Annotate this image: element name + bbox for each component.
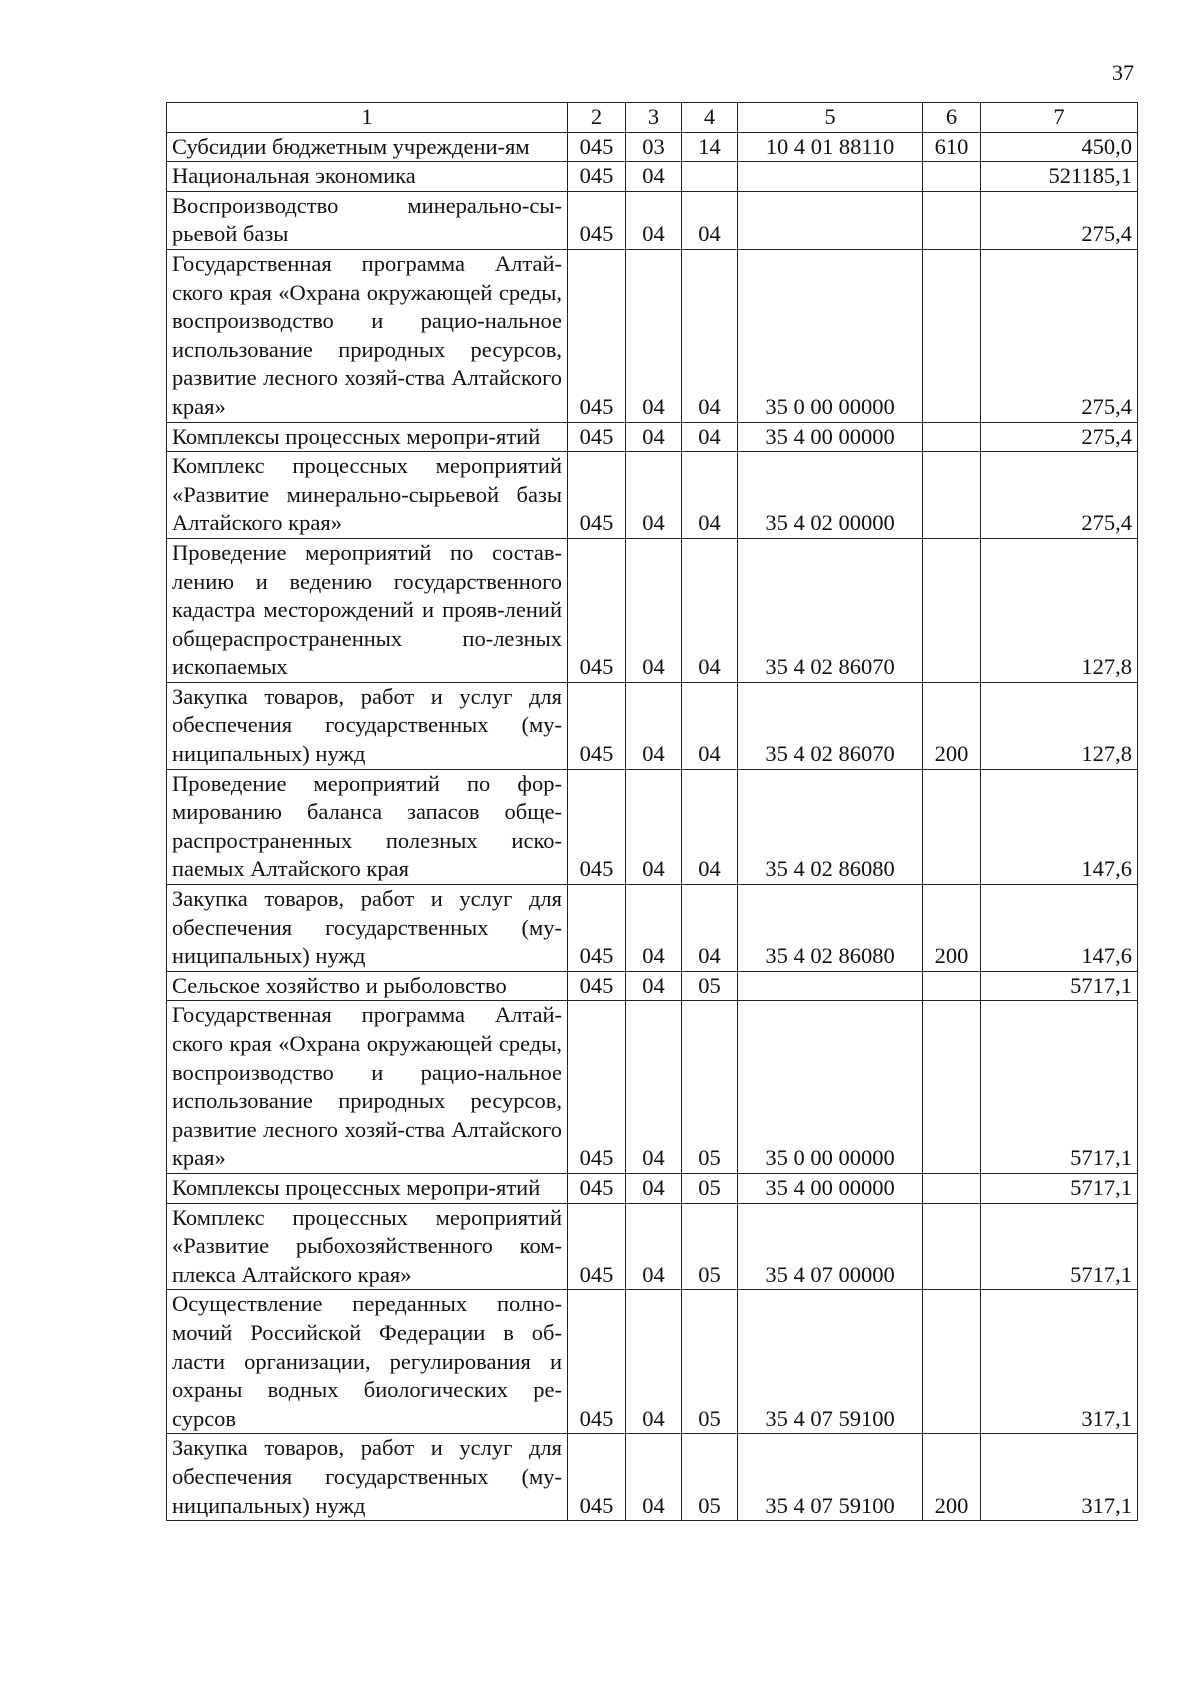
section-code: 03 [626,132,682,162]
line-item-name: Комплекс процессных мероприятий «Развитие рыбохозяйственного ком-плекса Алтайского края» [167,1203,568,1290]
subsection-code: 04 [682,249,738,422]
ministry-code: 045 [568,971,626,1001]
table-row [167,885,1138,972]
target-item-code: 35 0 00 00000 [738,1001,923,1174]
table-row [167,769,1138,884]
section-code: 04 [626,1290,682,1434]
target-item-code: 35 4 02 86070 [738,682,923,769]
subsection-code: 04 [682,422,738,452]
table-row [167,538,1138,682]
line-item-name: Комплексы процессных меропри-ятий [167,422,568,452]
expense-type-code: 200 [923,682,981,769]
section-code: 04 [626,682,682,769]
line-item-name: Закупка товаров, работ и услуг для обеспечения государственных (му-ниципальных) нужд [167,885,568,972]
line-item-name: Государственная программа Алтай-ского края «Охрана окружающей среды, воспроизводство и рацио-нальное использование природных ресурсов, развитие лесного хозяй-ства Алтайского края» [167,249,568,422]
amount-value: 450,0 [981,132,1138,162]
expense-type-code: 200 [923,885,981,972]
subsection-code: 04 [682,885,738,972]
section-code: 04 [626,538,682,682]
section-code: 04 [626,162,682,192]
target-item-code: 35 4 02 86080 [738,769,923,884]
subsection-code: 05 [682,1001,738,1174]
amount-value: 275,4 [981,191,1138,249]
target-item-code: 35 4 07 59100 [738,1434,923,1521]
target-item-code: 35 4 07 59100 [738,1290,923,1434]
amount-value: 275,4 [981,422,1138,452]
line-item-name: Комплексы процессных меропри-ятий [167,1173,568,1203]
expense-type-code [923,538,981,682]
line-item-name: Проведение мероприятий по состав-лению и ведению государственного кадастра месторождений и прояв-лений общераспространенных по-лезных ископаемых [167,538,568,682]
line-item-name: Закупка товаров, работ и услуг для обеспечения государственных (му-ниципальных) нужд [167,682,568,769]
ministry-code: 045 [568,422,626,452]
column-header: 1 [167,103,568,133]
budget-table [166,102,1138,1521]
section-code: 04 [626,452,682,539]
line-item-name: Национальная экономика [167,162,568,192]
target-item-code [738,162,923,192]
expense-type-code [923,971,981,1001]
line-item-name: Субсидии бюджетным учреждени-ям [167,132,568,162]
section-code: 04 [626,769,682,884]
table-row [167,1203,1138,1290]
amount-value: 147,6 [981,769,1138,884]
table-row [167,249,1138,422]
column-header: 7 [981,103,1138,133]
line-item-name: Государственная программа Алтай-ского края «Охрана окружающей среды, воспроизводство и рацио-нальное использование природных ресурсов, развитие лесного хозяй-ства Алтайского края» [167,1001,568,1174]
ministry-code: 045 [568,1001,626,1174]
section-code: 04 [626,422,682,452]
table-row [167,682,1138,769]
amount-value: 275,4 [981,452,1138,539]
section-code: 04 [626,1001,682,1174]
ministry-code: 045 [568,452,626,539]
expense-type-code: 610 [923,132,981,162]
amount-value: 5717,1 [981,971,1138,1001]
subsection-code: 05 [682,1173,738,1203]
budget-table-body [167,103,1138,1521]
expense-type-code [923,1173,981,1203]
amount-value: 317,1 [981,1290,1138,1434]
expense-type-code [923,1290,981,1434]
column-header: 6 [923,103,981,133]
ministry-code: 045 [568,132,626,162]
table-row [167,1173,1138,1203]
amount-value: 317,1 [981,1434,1138,1521]
expense-type-code [923,162,981,192]
expense-type-code [923,249,981,422]
table-row [167,162,1138,192]
table-row [167,452,1138,539]
line-item-name: Закупка товаров, работ и услуг для обеспечения государственных (му-ниципальных) нужд [167,1434,568,1521]
target-item-code: 35 4 00 00000 [738,422,923,452]
expense-type-code [923,452,981,539]
column-header: 2 [568,103,626,133]
section-code: 04 [626,1203,682,1290]
target-item-code [738,191,923,249]
subsection-code: 14 [682,132,738,162]
ministry-code: 045 [568,769,626,884]
line-item-name: Воспроизводство минерально-сы-рьевой базы [167,191,568,249]
amount-value: 5717,1 [981,1203,1138,1290]
section-code: 04 [626,971,682,1001]
column-header: 3 [626,103,682,133]
ministry-code: 045 [568,1434,626,1521]
page-number: 37 [1112,60,1134,85]
expense-type-code [923,1001,981,1174]
expense-type-code [923,1203,981,1290]
line-item-name: Осуществление переданных полно-мочий Российской Федерации в об-ласти организации, регулирования и охраны водных биологических ре-сурсов [167,1290,568,1434]
expense-type-code: 200 [923,1434,981,1521]
table-row [167,1290,1138,1434]
target-item-code: 35 4 02 00000 [738,452,923,539]
amount-value: 127,8 [981,682,1138,769]
ministry-code: 045 [568,885,626,972]
subsection-code [682,162,738,192]
target-item-code: 35 4 07 00000 [738,1203,923,1290]
table-row [167,971,1138,1001]
section-code: 04 [626,885,682,972]
section-code: 04 [626,191,682,249]
target-item-code: 35 4 02 86080 [738,885,923,972]
ministry-code: 045 [568,682,626,769]
subsection-code: 04 [682,682,738,769]
ministry-code: 045 [568,1290,626,1434]
ministry-code: 045 [568,249,626,422]
ministry-code: 045 [568,162,626,192]
section-code: 04 [626,1173,682,1203]
line-item-name: Сельское хозяйство и рыболовство [167,971,568,1001]
target-item-code: 35 0 00 00000 [738,249,923,422]
line-item-name: Проведение мероприятий по фор-мированию баланса запасов обще-распространенных полезных иско-паемых Алтайского края [167,769,568,884]
target-item-code: 10 4 01 88110 [738,132,923,162]
target-item-code [738,971,923,1001]
section-code: 04 [626,249,682,422]
table-row [167,1001,1138,1174]
amount-value: 5717,1 [981,1001,1138,1174]
amount-value: 127,8 [981,538,1138,682]
table-header-row [167,103,1138,133]
ministry-code: 045 [568,538,626,682]
subsection-code: 05 [682,1203,738,1290]
table-row [167,422,1138,452]
amount-value: 521185,1 [981,162,1138,192]
target-item-code: 35 4 02 86070 [738,538,923,682]
amount-value: 147,6 [981,885,1138,972]
subsection-code: 05 [682,1434,738,1521]
subsection-code: 04 [682,191,738,249]
table-row [167,191,1138,249]
ministry-code: 045 [568,1203,626,1290]
amount-value: 275,4 [981,249,1138,422]
subsection-code: 05 [682,1290,738,1434]
subsection-code: 04 [682,452,738,539]
line-item-name: Комплекс процессных мероприятий «Развитие минерально-сырьевой базы Алтайского края» [167,452,568,539]
expense-type-code [923,422,981,452]
subsection-code: 05 [682,971,738,1001]
subsection-code: 04 [682,769,738,884]
subsection-code: 04 [682,538,738,682]
column-header: 5 [738,103,923,133]
expense-type-code [923,769,981,884]
column-header: 4 [682,103,738,133]
amount-value: 5717,1 [981,1173,1138,1203]
ministry-code: 045 [568,1173,626,1203]
target-item-code: 35 4 00 00000 [738,1173,923,1203]
ministry-code: 045 [568,191,626,249]
table-row [167,132,1138,162]
section-code: 04 [626,1434,682,1521]
expense-type-code [923,191,981,249]
table-row [167,1434,1138,1521]
